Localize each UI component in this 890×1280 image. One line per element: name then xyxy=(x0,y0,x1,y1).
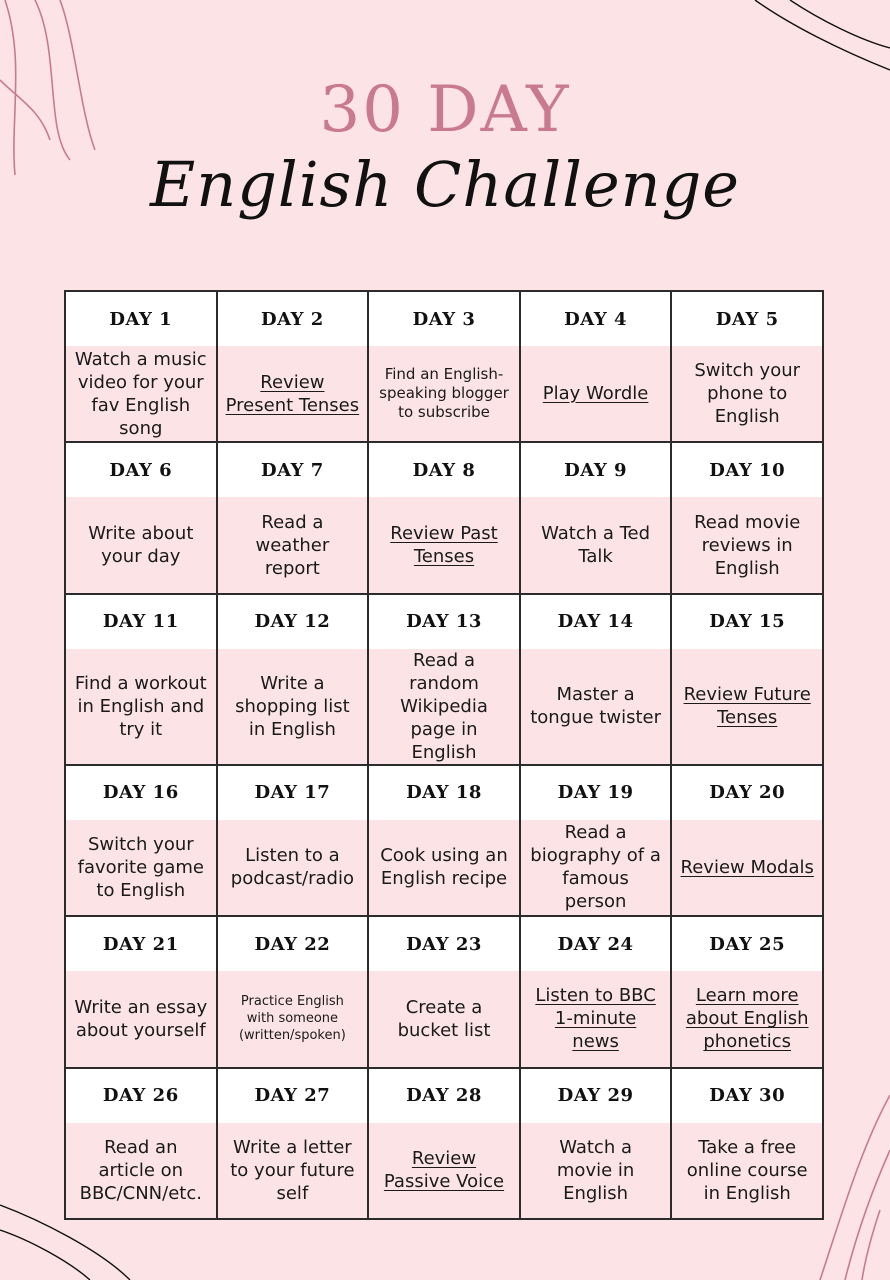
day-cell xyxy=(672,292,824,443)
day-label: DAY 26 xyxy=(66,1069,216,1123)
task-text: Write a letter to your future self xyxy=(218,1123,368,1218)
title-30-day: 30 DAY xyxy=(319,73,571,147)
day-cell xyxy=(218,766,370,917)
day-cell xyxy=(66,292,218,443)
challenge-grid xyxy=(64,290,824,1220)
day-cell xyxy=(369,595,521,766)
day-cell xyxy=(66,595,218,766)
day-label: DAY 12 xyxy=(218,595,368,649)
day-cell xyxy=(218,595,370,766)
day-cell xyxy=(521,917,673,1068)
day-cell xyxy=(218,292,370,443)
day-cell xyxy=(672,766,824,917)
day-cell xyxy=(369,1069,521,1220)
day-cell xyxy=(66,1069,218,1220)
day-label: DAY 15 xyxy=(672,595,822,649)
task-link[interactable]: Review Future Tenses xyxy=(672,649,822,764)
day-label: DAY 17 xyxy=(218,766,368,820)
task-text: Read an article on BBC/CNN/etc. xyxy=(66,1123,216,1218)
task-text: Write about your day xyxy=(66,497,216,592)
day-label: DAY 5 xyxy=(672,292,822,346)
day-label: DAY 21 xyxy=(66,917,216,971)
day-label: DAY 29 xyxy=(521,1069,671,1123)
task-text: Switch your favorite game to English xyxy=(66,820,216,915)
day-cell xyxy=(66,766,218,917)
task-text: Take a free online course in English xyxy=(672,1123,822,1218)
task-text: Find an English-speaking blogger to subscribe xyxy=(369,346,519,441)
day-label: DAY 10 xyxy=(672,443,822,497)
day-label: DAY 6 xyxy=(66,443,216,497)
day-label: DAY 11 xyxy=(66,595,216,649)
task-text: Find a workout in English and try it xyxy=(66,649,216,764)
day-label: DAY 20 xyxy=(672,766,822,820)
day-label: DAY 3 xyxy=(369,292,519,346)
day-cell xyxy=(521,1069,673,1220)
day-label: DAY 23 xyxy=(369,917,519,971)
day-label: DAY 8 xyxy=(369,443,519,497)
task-link[interactable]: Review Passive Voice xyxy=(369,1123,519,1218)
task-link[interactable]: Review Past Tenses xyxy=(369,497,519,592)
task-text: Watch a movie in English xyxy=(521,1123,671,1218)
day-label: DAY 25 xyxy=(672,917,822,971)
task-text: Read a biography of a famous person xyxy=(521,820,671,915)
day-cell xyxy=(521,443,673,594)
task-text: Practice English with someone (written/spoken) xyxy=(218,971,368,1066)
day-label: DAY 14 xyxy=(521,595,671,649)
task-link[interactable]: Play Wordle xyxy=(521,346,671,441)
day-label: DAY 7 xyxy=(218,443,368,497)
day-cell xyxy=(66,443,218,594)
task-text: Cook using an English recipe xyxy=(369,820,519,915)
day-cell xyxy=(369,292,521,443)
day-cell xyxy=(672,917,824,1068)
day-label: DAY 4 xyxy=(521,292,671,346)
day-cell xyxy=(521,595,673,766)
day-cell xyxy=(218,443,370,594)
task-text: Listen to a podcast/radio xyxy=(218,820,368,915)
day-cell xyxy=(521,292,673,443)
day-label: DAY 27 xyxy=(218,1069,368,1123)
task-text: Read a weather report xyxy=(218,497,368,592)
day-cell xyxy=(66,917,218,1068)
day-cell xyxy=(218,1069,370,1220)
task-text: Read movie reviews in English xyxy=(672,497,822,592)
day-label: DAY 13 xyxy=(369,595,519,649)
day-cell xyxy=(672,443,824,594)
day-cell xyxy=(521,766,673,917)
day-cell xyxy=(369,766,521,917)
day-cell xyxy=(218,917,370,1068)
task-link[interactable]: Review Modals xyxy=(672,820,822,915)
day-label: DAY 18 xyxy=(369,766,519,820)
task-text: Create a bucket list xyxy=(369,971,519,1066)
day-cell xyxy=(369,917,521,1068)
day-label: DAY 24 xyxy=(521,917,671,971)
day-cell xyxy=(672,595,824,766)
task-text: Switch your phone to English xyxy=(672,346,822,441)
day-label: DAY 9 xyxy=(521,443,671,497)
task-text: Watch a music video for your fav English song xyxy=(66,346,216,441)
day-label: DAY 1 xyxy=(66,292,216,346)
day-label: DAY 2 xyxy=(218,292,368,346)
title-english-challenge: English Challenge xyxy=(150,148,740,221)
task-text: Write an essay about yourself xyxy=(66,971,216,1066)
day-label: DAY 28 xyxy=(369,1069,519,1123)
task-text: Master a tongue twister xyxy=(521,649,671,764)
task-link[interactable]: Listen to BBC 1-minute news xyxy=(521,971,671,1066)
day-label: DAY 22 xyxy=(218,917,368,971)
day-cell xyxy=(369,443,521,594)
day-label: DAY 19 xyxy=(521,766,671,820)
day-label: DAY 16 xyxy=(66,766,216,820)
day-cell xyxy=(672,1069,824,1220)
task-link[interactable]: Learn more about English phonetics xyxy=(672,971,822,1066)
task-text: Read a random Wikipedia page in English xyxy=(369,649,519,764)
task-text: Watch a Ted Talk xyxy=(521,497,671,592)
day-label: DAY 30 xyxy=(672,1069,822,1123)
task-text: Write a shopping list in English xyxy=(218,649,368,764)
task-link[interactable]: Review Present Tenses xyxy=(218,346,368,441)
